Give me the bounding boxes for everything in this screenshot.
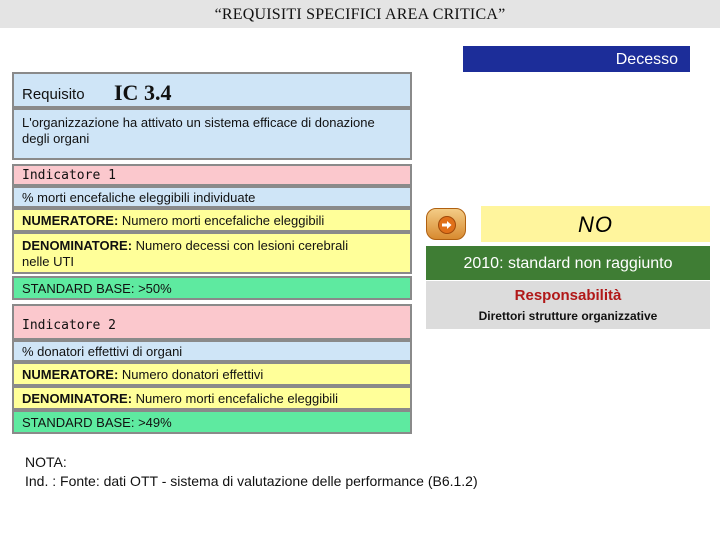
responsabilita-box <box>426 281 710 329</box>
answer-value: NO <box>481 206 710 242</box>
responsabilita-title: Responsabilità <box>514 287 622 304</box>
indicatore2-title-text: Indicatore 2 <box>22 318 116 333</box>
indicatore1-description: % morti encefaliche eleggibili individuate <box>12 186 412 208</box>
note <box>25 453 478 491</box>
indicatore1-numeratore <box>12 208 412 232</box>
indicatore2-title <box>12 304 412 340</box>
indicatore1-denominatore-value-line2: nelle UTI <box>22 254 75 269</box>
requisito-box <box>12 72 412 108</box>
indicatore2-denominatore <box>12 386 412 410</box>
next-button[interactable] <box>426 208 466 240</box>
indicatore1-denominatore-label: DENOMINATORE: <box>22 238 133 253</box>
requisito-description <box>12 108 412 160</box>
indicatore1-denominatore-value-line1: Numero decessi con lesioni cerebrali <box>135 238 349 253</box>
indicatore2-standard-value: >49% <box>138 415 172 430</box>
responsabilita-value: Direttori strutture organizzative <box>478 309 658 323</box>
indicatore1-numeratore-value: Numero morti encefaliche eleggibili <box>121 213 325 228</box>
arrow-right-circle-icon <box>438 216 456 234</box>
indicatore1-standard-value: >50% <box>138 281 172 296</box>
note-line1: NOTA: <box>25 454 67 470</box>
requisito-description-line2: degli organi <box>22 131 90 146</box>
indicatore1-title: Indicatore 1 <box>12 164 412 186</box>
indicatore2-denominatore-value: Numero morti encefaliche eleggibili <box>135 391 338 406</box>
indicatore1-denominatore <box>12 232 412 274</box>
status-text: 2010: standard non raggiunto <box>426 246 710 280</box>
indicatore2-numeratore-label: NUMERATORE: <box>22 367 119 382</box>
requisito-code: IC 3.4 <box>114 80 172 105</box>
requisito-label: Requisito <box>22 86 85 103</box>
indicatore2-standard <box>12 410 412 434</box>
indicatore2-denominatore-label: DENOMINATORE: <box>22 391 133 406</box>
indicatore1-numeratore-label: NUMERATORE: <box>22 213 119 228</box>
indicatore2-standard-label: STANDARD BASE: <box>22 415 135 430</box>
note-line2: Ind. : Fonte: dati OTT - sistema di valutazione delle performance (B6.1.2) <box>25 473 478 489</box>
indicatore2-description: % donatori effettivi di organi <box>12 340 412 362</box>
category-badge: Decesso <box>463 46 690 72</box>
indicatore1-standard <box>12 276 412 300</box>
indicatore1-standard-label: STANDARD BASE: <box>22 281 135 296</box>
header-title: “REQUISITI SPECIFICI AREA CRITICA” <box>0 0 720 28</box>
indicatore2-numeratore-value: Numero donatori effettivi <box>121 367 264 382</box>
indicatore2-numeratore <box>12 362 412 386</box>
requisito-description-line1: L'organizzazione ha attivato un sistema efficace di donazione <box>22 115 375 130</box>
